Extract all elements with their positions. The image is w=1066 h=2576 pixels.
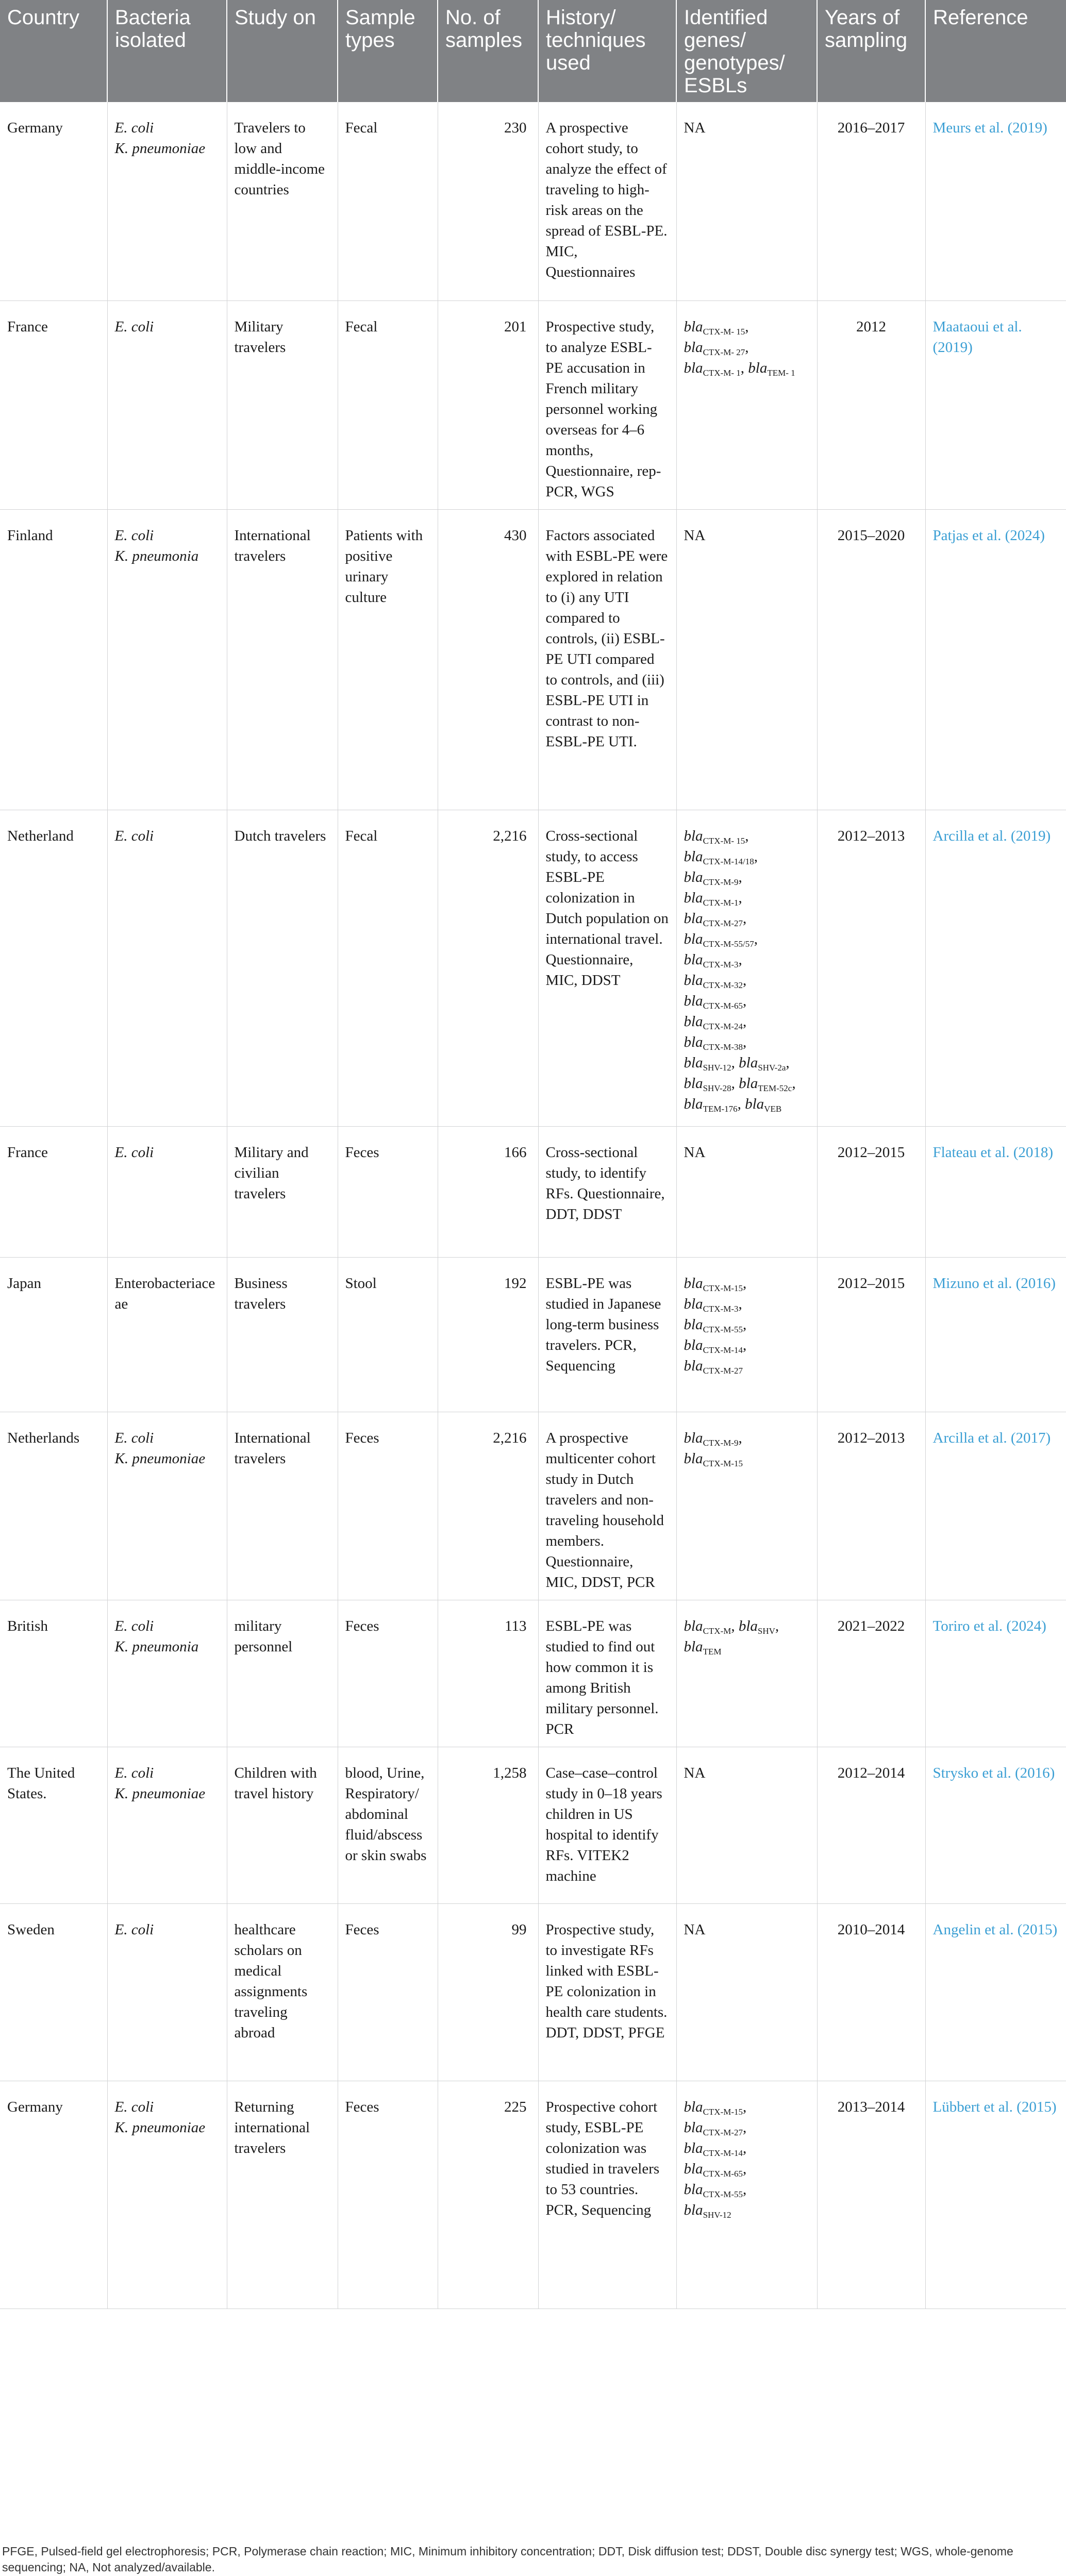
cell-country: France [0,1126,107,1257]
gene-prefix: bla [739,1054,758,1071]
gene-variant: CTX-M- 27 [703,347,745,357]
gene-prefix: bla [684,889,703,906]
cell-sample-types: Patients with positive urinary culture [338,509,438,810]
reference-link[interactable]: Arcilla et al. (2017) [932,1429,1051,1446]
gene-line [684,1616,810,1636]
cell-years: 2012–2013 [817,1412,925,1600]
reference-link[interactable]: Arcilla et al. (2019) [932,827,1051,844]
gene-prefix: bla [684,2201,703,2218]
gene-prefix: bla [684,1013,703,1030]
gene-line [684,1273,810,1294]
gene-separator: , [743,2098,747,2115]
cell-reference [925,1126,1066,1257]
gene-separator: , [738,1295,742,1312]
bacteria-name: K. pneumoniae [114,1785,206,1802]
cell-years: 2010–2014 [817,1903,925,2081]
gene-prefix: bla [684,2098,703,2115]
cell-no-samples: 113 [438,1600,538,1747]
table-row [0,300,1066,509]
cell-sample-types: Feces [338,1903,438,2081]
gene-variant: CTX-M-1 [703,897,739,908]
reference-link[interactable]: Mizuno et al. (2016) [932,1275,1056,1292]
bacteria-name: E. coli [114,1764,154,1781]
reference-link[interactable]: Angelin et al. (2015) [932,1921,1058,1938]
gene-line [684,888,810,908]
gene-prefix: bla [684,1429,703,1446]
gene-line [684,1073,810,1094]
gene-line [684,846,810,867]
cell-bacteria [107,1126,227,1257]
gene-variant: CTX-M-27 [703,1365,743,1376]
cell-country: Germany [0,2081,107,2309]
cell-history: A prospective cohort study, to analyze the effect of traveling to high-risk areas on the spread of ESBL-PE. MIC, Questionnaires [538,102,676,300]
cell-no-samples: 225 [438,2081,538,2309]
gene-line [684,929,810,949]
cell-history: Prospective cohort study, ESBL-PE colonization was studied in travelers to 53 countries. PCR, Sequencing [538,2081,676,2309]
gene-prefix: bla [684,972,703,989]
bacteria-name: E. coli [114,1429,154,1446]
gene-variant: CTX-M-14 [703,1345,743,1355]
gene-prefix: bla [739,1075,758,1092]
gene-variant: SHV-12 [703,1062,731,1073]
gene-variant: CTX-M-15 [703,1458,743,1468]
header-no-samples: No. of samples [438,0,538,102]
gene-separator: , [743,1316,747,1333]
header-genes: Identified genes/ genotypes/ ESBLs [676,0,817,102]
table-footnote: PFGE, Pulsed-field gel electrophoresis; PCR, Polymerase chain reaction; MIC, Minimum inhibitory concentration; DDT, Disk diffusion test; DDST, Double disc synergy test; WGS, whole-genome sequencing; NA, Not analyzed/available. [2,2545,1013,2574]
gene-variant: CTX-M- 15 [703,326,745,337]
gene-separator: , [738,1429,742,1446]
cell-study-on: Military travelers [227,300,338,509]
bacteria-name: E. coli [114,1921,154,1938]
gene-separator: , [754,930,758,947]
table-row [0,1903,1066,2081]
gene-variant: CTX-M-3 [703,1303,739,1314]
cell-genes: NA [676,1903,817,2081]
cell-bacteria [107,1600,227,1747]
gene-separator: , [745,339,749,356]
gene-prefix: bla [684,868,703,885]
gene-prefix: bla [684,1617,703,1634]
gene-separator: , [792,1075,796,1092]
gene-variant: CTX-M-55/57 [703,939,754,949]
cell-years: 2021–2022 [817,1600,925,1747]
gene-separator: , [754,848,758,865]
gene-line [684,358,810,378]
cell-no-samples: 2,216 [438,810,538,1126]
cell-reference [925,300,1066,509]
gene-separator: , [743,1336,747,1353]
bacteria-name: K. pneumonia [114,547,199,564]
gene-separator: , [738,951,742,968]
bacteria-name: E. coli [114,318,154,335]
gene-variant: SHV-12 [703,2210,731,2220]
cell-bacteria [107,300,227,509]
cell-sample-types: Feces [338,1412,438,1600]
gene-line [684,826,810,846]
gene-variant: CTX-M-3 [703,959,739,969]
cell-study-on: Dutch travelers [227,810,338,1126]
gene-line [684,949,810,970]
cell-history: ESBL-PE was studied in Japanese long-term business travelers. PCR, Sequencing [538,1257,676,1412]
gene-variant: CTX-M-65 [703,1000,743,1011]
cell-study-on: Military and civilian travelers [227,1126,338,1257]
gene-line [684,970,810,991]
gene-prefix: bla [748,359,768,376]
cell-years: 2016–2017 [817,102,925,300]
cell-sample-types: Feces [338,2081,438,2309]
cell-study-on: Returning international travelers [227,2081,338,2309]
gene-prefix: bla [684,1075,703,1092]
gene-variant: CTX-M-9 [703,877,739,887]
header-bacteria: Bacteria isolated [107,0,227,102]
cell-reference [925,1747,1066,1903]
gene-line [684,1294,810,1314]
header-reference: Reference [925,0,1066,102]
cell-reference [925,810,1066,1126]
cell-bacteria [107,2081,227,2309]
cell-study-on: healthcare scholars on medical assignments traveling abroad [227,1903,338,2081]
table-row [0,1257,1066,1412]
gene-variant: SHV [757,1626,775,1636]
cell-no-samples: 201 [438,300,538,509]
cell-years: 2012–2014 [817,1747,925,1903]
gene-prefix: bla [684,359,703,376]
gene-separator: , [731,1617,739,1634]
cell-history: Factors associated with ESBL-PE were explored in relation to (i) any UTI compared to controls, (ii) ESBL-PE UTI compared to controls, and (iii) ESBL-PE UTI in contrast to non-ESBL-PE UTI. [538,509,676,810]
gene-prefix: bla [684,1357,703,1374]
cell-country: Sweden [0,1903,107,2081]
cell-study-on: Travelers to low and middle-income countries [227,102,338,300]
gene-separator: , [740,359,748,376]
gene-line [684,2179,810,2200]
gene-variant: CTX-M-9 [703,1437,739,1448]
bacteria-name: K. pneumoniae [114,140,206,157]
gene-prefix: bla [684,2181,703,2198]
reference-link[interactable]: Lübbert et al. (2015) [932,2098,1057,2115]
table-header-row [0,0,1066,102]
gene-variant: CTX-M- 1 [703,367,741,378]
gene-variant: CTX-M-65 [703,2168,743,2179]
cell-study-on: International travelers [227,509,338,810]
cell-country: France [0,300,107,509]
cell-sample-types: Fecal [338,102,438,300]
table-row [0,810,1066,1126]
bacteria-name: K. pneumonia [114,1638,199,1655]
cell-country: Japan [0,1257,107,1412]
gene-separator: , [737,1095,745,1112]
gene-variant: TEM [703,1646,722,1657]
gene-variant: CTX-M-32 [703,980,743,990]
gene-prefix: bla [684,1336,703,1353]
gene-variant: TEM- 1 [767,367,795,378]
gene-separator: , [743,2160,747,2177]
gene-variant: CTX-M-27 [703,918,743,928]
cell-sample-types: Feces [338,1600,438,1747]
cell-years: 2013–2014 [817,2081,925,2309]
gene-variant: CTX-M-24 [703,1021,743,1031]
cell-no-samples: 166 [438,1126,538,1257]
gene-prefix: bla [684,848,703,865]
gene-variant: CTX-M-27 [703,2127,743,2137]
bacteria-name: E. coli [114,1144,154,1161]
gene-separator: , [743,2139,747,2156]
cell-reference [925,1257,1066,1412]
gene-variant: CTX-M-55 [703,1324,743,1334]
gene-prefix: bla [684,1295,703,1312]
bacteria-name: E. coli [114,527,154,544]
cell-country: The United States. [0,1747,107,1903]
gene-prefix: bla [684,2119,703,2136]
bacteria-name: E. coli [114,120,154,136]
gene-line [684,2159,810,2179]
table-row [0,1747,1066,1903]
cell-reference [925,2081,1066,2309]
cell-study-on: military personnel [227,1600,338,1747]
gene-prefix: bla [684,1095,703,1112]
header-history: History/ techniques used [538,0,676,102]
gene-variant: CTX-M-14 [703,2148,743,2158]
cell-years: 2015–2020 [817,509,925,810]
reference-link[interactable]: Maataoui et al. (2019) [932,318,1022,356]
cell-genes [676,1600,817,1747]
cell-no-samples: 192 [438,1257,538,1412]
gene-line [684,1335,810,1356]
gene-prefix: bla [684,910,703,927]
cell-study-on: International travelers [227,1412,338,1600]
reference-link[interactable]: Strysko et al. (2016) [932,1764,1055,1781]
cell-genes [676,810,817,1126]
cell-no-samples: 99 [438,1903,538,2081]
bacteria-name: Enterobacteriaceae [114,1275,215,1312]
cell-genes: NA [676,1126,817,1257]
gene-variant: CTX-M [703,1626,731,1636]
table-row [0,1600,1066,1747]
cell-country: Netherlands [0,1412,107,1600]
cell-bacteria [107,1257,227,1412]
header-sample-types: Sample types [338,0,438,102]
gene-line [684,337,810,358]
cell-bacteria [107,1903,227,2081]
cell-reference [925,102,1066,300]
gene-prefix: bla [684,827,703,844]
gene-separator: , [745,827,749,844]
cell-sample-types: Stool [338,1257,438,1412]
gene-line [684,1032,810,1052]
cell-years: 2012 [817,300,925,509]
cell-genes: NA [676,1747,817,1903]
gene-separator: , [738,868,742,885]
gene-line [684,991,810,1011]
cell-bacteria [107,509,227,810]
table-body [0,102,1066,2309]
cell-genes [676,300,817,509]
gene-prefix: bla [684,1033,703,1050]
gene-line [684,1011,810,1032]
cell-bacteria [107,810,227,1126]
gene-separator: , [738,889,742,906]
gene-prefix: bla [684,1450,703,1467]
gene-separator: , [731,1075,739,1092]
gene-variant: CTX-M-15 [703,2106,743,2117]
gene-separator: , [743,910,747,927]
cell-no-samples: 430 [438,509,538,810]
gene-line [684,2138,810,2159]
gene-variant: CTX-M-55 [703,2189,743,2199]
cell-genes [676,1412,817,1600]
gene-prefix: bla [684,1316,703,1333]
gene-variant: CTX-M- 15 [703,835,745,846]
gene-line [684,908,810,929]
cell-reference [925,509,1066,810]
reference-link[interactable]: Flateau et al. (2018) [932,1144,1054,1161]
gene-prefix: bla [684,1054,703,1071]
cell-bacteria [107,1412,227,1600]
bacteria-name: K. pneumoniae [114,2119,206,2136]
gene-variant: CTX-M-38 [703,1042,743,1052]
gene-variant: SHV-28 [703,1083,731,1093]
reference-link[interactable]: Patjas et al. (2024) [932,527,1045,544]
cell-country: Netherland [0,810,107,1126]
gene-prefix: bla [738,1617,758,1634]
gene-prefix: bla [684,339,703,356]
gene-separator: , [743,1013,747,1030]
cell-sample-types: Fecal [338,810,438,1126]
gene-prefix: bla [684,992,703,1009]
cell-bacteria [107,102,227,300]
bacteria-name: E. coli [114,2098,154,2115]
table-row [0,102,1066,300]
cell-country: Finland [0,509,107,810]
bacteria-name: E. coli [114,1617,154,1634]
cell-history: Prospective study, to investigate RFs linked with ESBL-PE colonization in health care students. DDT, DDST, PFGE [538,1903,676,2081]
cell-history: Cross-sectional study, to access ESBL-PE colonization in Dutch population on international travel. Questionnaire, MIC, DDST [538,810,676,1126]
gene-line [684,1314,810,1335]
table-row [0,1412,1066,1600]
gene-separator: , [731,1054,739,1071]
gene-separator: , [743,1275,747,1292]
bacteria-name: K. pneumoniae [114,1450,206,1467]
header-study-on: Study on [227,0,338,102]
gene-line [684,1448,810,1469]
gene-prefix: bla [684,2160,703,2177]
cell-years: 2012–2015 [817,1126,925,1257]
gene-line [684,2117,810,2138]
cell-history: A prospective multicenter cohort study in Dutch travelers and non-traveling household members. Questionnaire, MIC, DDST, PCR [538,1412,676,1600]
reference-link[interactable]: Meurs et al. (2019) [932,120,1047,136]
gene-prefix: bla [684,1275,703,1292]
cell-sample-types: Feces [338,1126,438,1257]
header-years: Years of sampling [817,0,925,102]
cell-country: Germany [0,102,107,300]
header-country: Country [0,0,107,102]
gene-line [684,1094,810,1114]
cell-study-on: Business travelers [227,1257,338,1412]
gene-prefix: bla [684,2139,703,2156]
cell-sample-types: blood, Urine, Respiratory/ abdominal fluid/abscess or skin swabs [338,1747,438,1903]
gene-line [684,867,810,888]
gene-prefix: bla [684,930,703,947]
cell-history: Prospective study, to analyze ESBL-PE accusation in French military personnel working overseas for 4–6 months, Questionnaire, rep-PCR, WGS [538,300,676,509]
cell-history: Cross-sectional study, to identify RFs. Questionnaire, DDT, DDST [538,1126,676,1257]
gene-variant: VEB [764,1103,782,1114]
cell-years: 2012–2013 [817,810,925,1126]
cell-genes [676,1257,817,1412]
cell-history: Case–case–control study in 0–18 years children in US hospital to identify RFs. VITEK2 machine [538,1747,676,1903]
gene-prefix: bla [684,318,703,335]
gene-line [684,1356,810,1376]
cell-bacteria [107,1747,227,1903]
cell-genes [676,2081,817,2309]
cell-no-samples: 230 [438,102,538,300]
cell-history: ESBL-PE was studied to find out how common it is among British military personnel. PCR [538,1600,676,1747]
cell-reference [925,1412,1066,1600]
reference-link[interactable]: Toriro et al. (2024) [932,1617,1046,1634]
gene-variant: CTX-M-14/18 [703,856,754,866]
cell-sample-types: Fecal [338,300,438,509]
table-row [0,1126,1066,1257]
gene-prefix: bla [745,1095,764,1112]
cell-no-samples: 1,258 [438,1747,538,1903]
gene-separator: , [745,318,749,335]
cell-country: British [0,1600,107,1747]
gene-separator: , [743,992,747,1009]
gene-separator: , [743,2119,747,2136]
cell-years: 2012–2015 [817,1257,925,1412]
gene-line [684,1636,810,1657]
cell-reference [925,1903,1066,2081]
cell-study-on: Children with travel history [227,1747,338,1903]
gene-variant: TEM-52c [758,1083,792,1093]
gene-prefix: bla [684,951,703,968]
gene-variant: CTX-M-15 [703,1283,743,1293]
gene-line [684,2097,810,2117]
gene-variant: SHV-2a [758,1062,786,1073]
gene-line [684,1428,810,1448]
gene-separator: , [786,1054,790,1071]
cell-genes: NA [676,509,817,810]
cell-no-samples: 2,216 [438,1412,538,1600]
gene-line [684,2200,810,2220]
bacteria-name: E. coli [114,827,154,844]
gene-line [684,316,810,337]
gene-variant: TEM-176 [703,1103,738,1114]
table-row [0,509,1066,810]
gene-line [684,1052,810,1073]
gene-prefix: bla [684,1638,703,1655]
table-row [0,2081,1066,2309]
cell-genes: NA [676,102,817,300]
gene-separator: , [743,2181,747,2198]
gene-separator: , [775,1617,779,1634]
gene-separator: , [743,972,747,989]
gene-separator: , [743,1033,747,1050]
cell-reference [925,1600,1066,1747]
